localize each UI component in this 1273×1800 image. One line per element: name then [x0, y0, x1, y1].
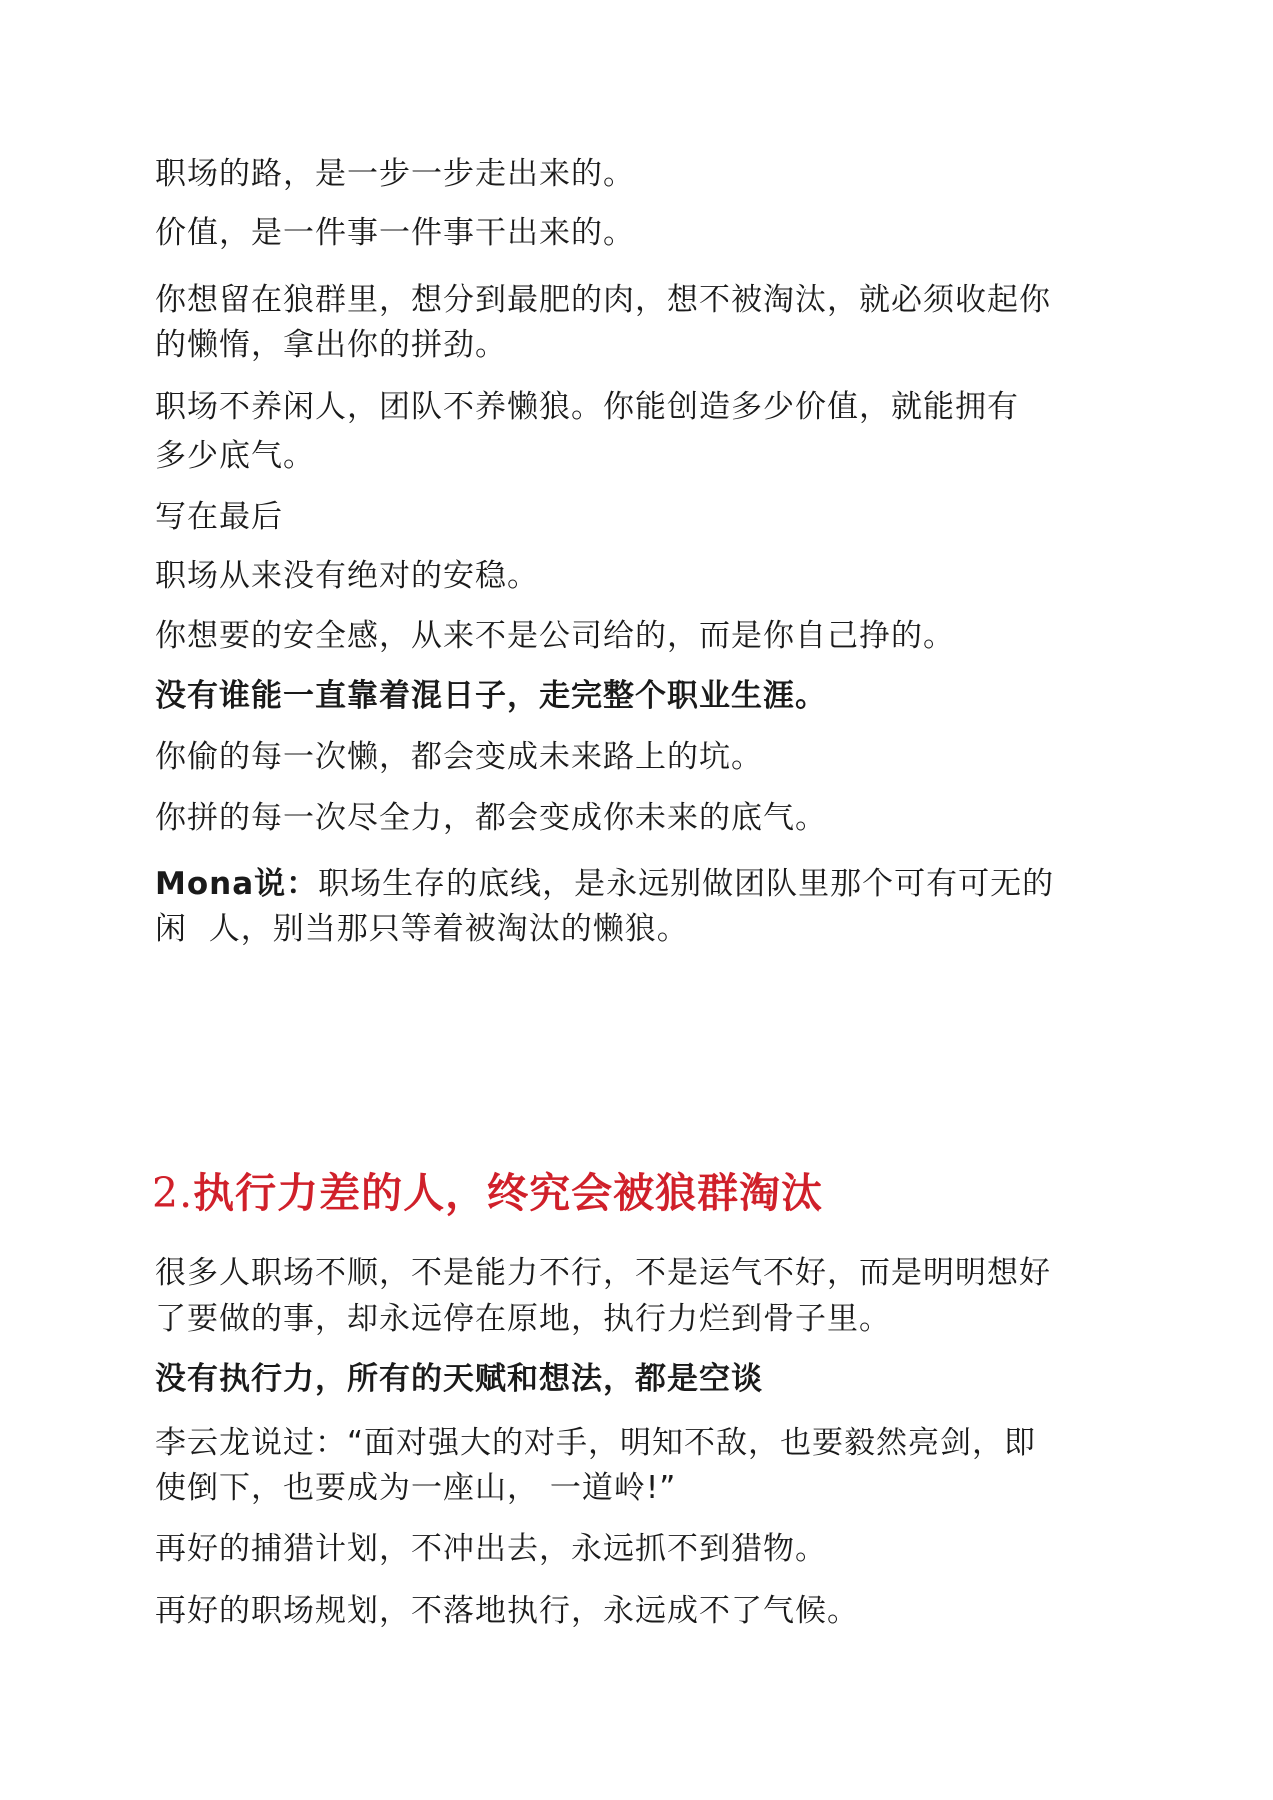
quote-line: 使倒下，也要成为一座山， 一道岭!” — [155, 1470, 677, 1506]
paragraph-line: 再好的捕猎计划，不冲出去，永远抓不到猎物。 — [155, 1531, 827, 1567]
paragraph-line: 再好的职场规划，不落地执行，永远成不了气候。 — [155, 1593, 859, 1629]
mona-text: 职场生存的底线，是永远别做团队里那个可有可无的 — [318, 866, 1055, 902]
emphasis-line: 没有执行力，所有的天赋和想法，都是空谈 — [155, 1361, 763, 1397]
paragraph-line: 价值，是一件事一件事干出来的。 — [155, 215, 635, 251]
section-heading — [152, 1165, 823, 1221]
paragraph-line: 职场从来没有绝对的安稳。 — [155, 558, 539, 594]
paragraph-line: 职场不养闲人，团队不养懒狼。你能创造多少价值，就能拥有 — [155, 389, 1019, 425]
heading-title: 执行力差的人，终究会被狼群淘汰 — [193, 1169, 824, 1217]
mona-label: Mona说： — [155, 866, 319, 902]
quote-line: 李云龙说过：“面对强大的对手，明知不敌，也要毅然亮剑，即 — [155, 1425, 1037, 1461]
paragraph-line: 多少底气。 — [155, 438, 315, 474]
section-subheading: 写在最后 — [155, 499, 283, 535]
paragraph-line: 了要做的事，却永远停在原地，执行力烂到骨子里。 — [155, 1301, 891, 1337]
emphasis-line: 没有谁能一直靠着混日子，走完整个职业生涯。 — [155, 678, 827, 714]
paragraph-line: 你想要的安全感，从来不是公司给的，而是你自己挣的。 — [155, 618, 955, 654]
heading-number: 2. — [152, 1169, 194, 1217]
mona-quote — [155, 861, 1054, 907]
paragraph-line: 你拼的每一次尽全力，都会变成你未来的底气。 — [155, 800, 827, 836]
paragraph-line: 很多人职场不顺，不是能力不行，不是运气不好，而是明明想好 — [155, 1255, 1051, 1291]
paragraph-line: 你想留在狼群里，想分到最肥的肉，想不被淘汰，就必须收起你 — [155, 282, 1051, 318]
paragraph-line: 的懒惰，拿出你的拼劲。 — [155, 327, 507, 363]
paragraph-line: 职场的路，是一步一步走出来的。 — [155, 156, 635, 192]
paragraph-line: 闲 人，别当那只等着被淘汰的懒狼。 — [155, 911, 689, 947]
paragraph-line: 你偷的每一次懒，都会变成未来路上的坑。 — [155, 739, 763, 775]
